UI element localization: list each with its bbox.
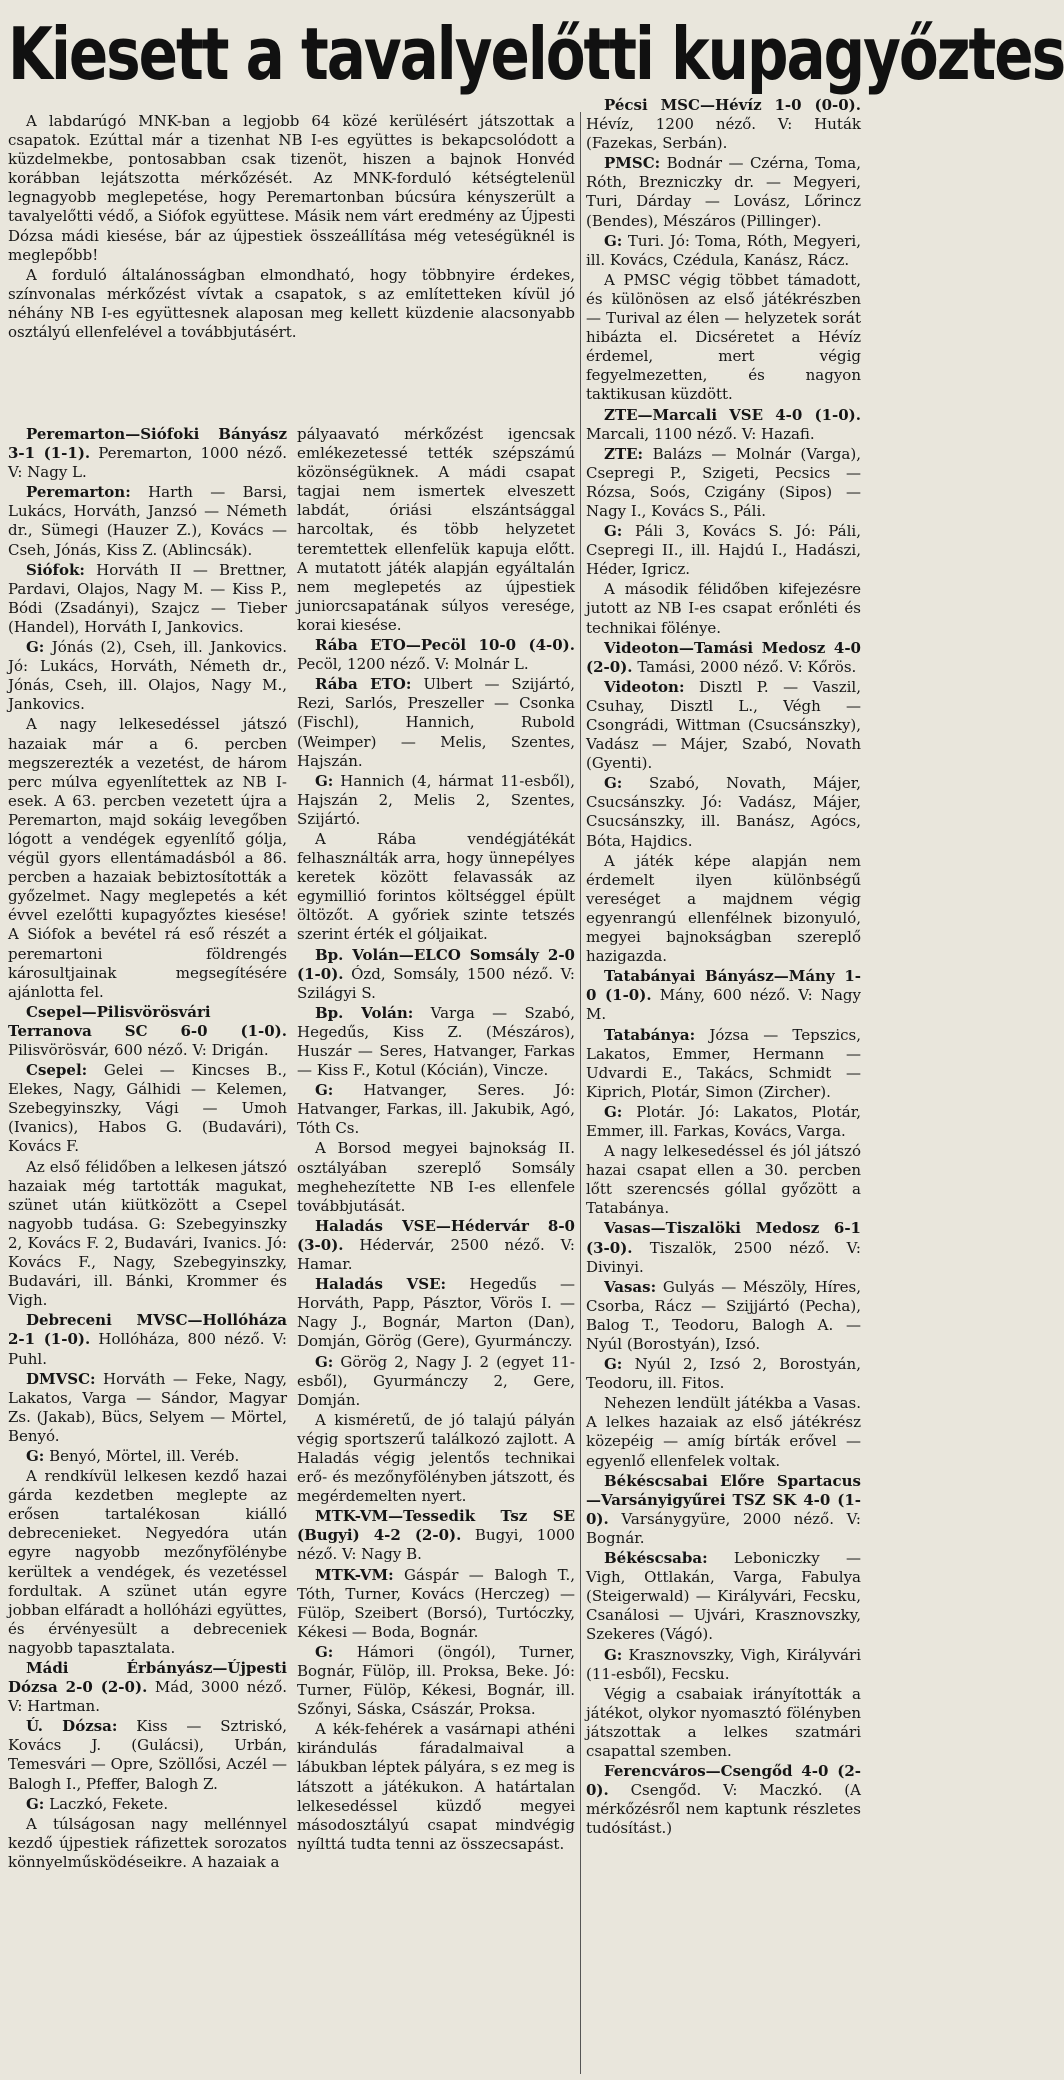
entry-text: Hollóháza, 800 néző. V: Puhl. [8,1330,287,1368]
entry-text: Ulbert — Szijártó, Rezi, Sarlós, Preszeller — Csonka (Fischl), Hannich, Rubold (Weimper) — Melis, Szentes, Hajszán. [297,675,575,770]
entry-text: Páli 3, Kovács S. Jó: Páli, Csepregi II., ill. Hajdú I., Hadászi, Héder, Igricz. [586,522,861,579]
entry-text: Mány, 600 néző. V: Nagy M. [586,986,861,1024]
match-entry [8,483,287,559]
entry-text: Csengőd. V: Maczkó. (A mérkőzésről nem kaptunk részletes tudósítást.) [586,1781,861,1838]
match-entry [8,1003,287,1060]
entry-heading: Rába ETO: [315,675,412,694]
entry-heading: Bp. Volán—ELCO Somsály 2-0 (1-0). [297,945,575,983]
entry-text: Varga — Szabó, Hegedűs, Kiss Z. (Mészáros), Huszár — Seres, Hatvanger, Farkas — Kiss F., Kotul (Kócián), Vincze. [297,1003,575,1080]
entry-text: Benyó, Mörtel, ill. Veréb. [49,1446,240,1465]
left-column [8,425,287,2074]
entry-heading: ZTE: [604,444,644,463]
entry-heading: Mádi Érbányász—Újpesti Dózsa 2-0 (2-0). [8,1659,287,1697]
match-entry [297,636,575,674]
column-divider [580,112,581,2074]
match-entry [8,1795,287,1814]
entry-text: Hédervár, 2500 néző. V: Hamar. [297,1235,575,1274]
match-entry [586,1103,861,1141]
entry-heading: G: [604,231,623,250]
entry-heading: Peremarton—Siófoki Bányász 3-1 (1-1). [8,425,287,463]
entry-text: Józsa — Tepszics, Lakatos, Emmer, Hermann — Udvardi E., Takács, Schmidt — Kiprich, Plotár, Simon (Zircher). [586,1025,861,1101]
entry-text: Horváth — Feke, Nagy, Lakatos, Varga — Sándor, Magyar Zs. (Jakab), Bücs, Selyem — Mörtel, Benyó. [8,1369,287,1445]
entry-text: Hatvanger, Seres. Jó: Hatvanger, Farkas, ill. Jakubik, Agó, Tóth Cs. [297,1081,575,1138]
match-entry [297,1566,575,1642]
match-entry [8,1659,287,1716]
entry-text: Leboniczky — Vigh, Ottlakán, Varga, Fabulya (Steigerwald) — Királyvári, Fecsku, Csanálosi — Ujvári, Krasznovszky, Szekeres (Vágó). [586,1549,861,1644]
report-paragraph: A játék képe alapján nem érdemelt ilyen különbségű vereséget a majdnem végig egyenrangú ellenfélnek bizonyuló, megyei bajnokságban szereplő hazigazda. [586,851,861,966]
match-entry [297,946,575,1003]
entry-heading: Ú. Dózsa: [26,1717,118,1736]
entry-text: Gáspár — Balogh T., Tóth, Turner, Kovács (Herczeg) — Fülöp, Szeibert (Borsó), Turtóczky, Kékesi — Boda, Bognár. [297,1565,575,1641]
entry-text: Harth — Barsi, Lukács, Horváth, Janzsó — Németh dr., Sümegi (Hauzer Z.), Kovács — Cseh, Jónás, Kiss Z. (Ablincsák). [8,483,287,559]
match-entry [297,772,575,829]
match-entry [586,522,861,579]
match-entry [8,1311,287,1368]
entry-heading: G: [604,1355,623,1374]
entry-heading: Rába ETO—Pecöl 10-0 (4-0). [315,636,575,655]
entry-heading: Pécsi MSC—Hévíz 1-0 (0-0). [604,96,861,114]
entry-text: Gulyás — Mészöly, Híres, Csorba, Rácz — Szijjártó (Pecha), Balog T., Teodoru, Balogh A. — Nyúl (Borostyán), Izsó. [586,1277,861,1353]
match-entry [586,1026,861,1102]
match-entry [586,1549,861,1644]
entry-text: Laczkó, Fekete. [49,1794,169,1813]
entry-heading: G: [26,1446,45,1465]
entry-text: Hévíz, 1200 néző. V: Huták (Fazekas, Serbán). [586,115,861,153]
entry-heading: G: [315,1081,334,1100]
entry-heading: Videoton—Tamási Medosz 4-0 (2-0). [586,638,861,676]
report-paragraph: A Rába vendégjátékát felhasználták arra, hogy ünnepélyes keretek között felavassák az egymillió forintos költséggel épült öltözőt. A győriek szinte tetszés szerint érték el góljaikat. [297,829,575,944]
entry-text: Marcali, 1100 néző. V: Hazafi. [586,424,815,443]
match-entry [586,154,861,230]
entry-heading: G: [315,771,334,790]
entry-heading: Debreceni MVSC—Hollóháza 2-1 (1-0). [8,1311,287,1349]
match-entry [586,96,861,153]
entry-heading: Peremarton: [26,483,131,502]
entry-text: Görög 2, Nagy J. 2 (egyet 11-esből), Gyurmánczy 2, Gere, Domján. [297,1352,576,1409]
match-entry [586,1219,861,1276]
match-entry [297,1643,575,1719]
report-paragraph: A túlságosan nagy mellénnyel kezdő újpestiek ráfizettek sorozatos könnyelműsködéseikre. A hazaiak a [8,1814,287,1871]
entry-heading: G: [315,1352,334,1371]
entry-heading: Tatabánya: [604,1025,696,1044]
entry-text: Jónás (2), Cseh, ill. Jankovics. Jó: Lukács, Horváth, Németh dr., Jónás, Cseh, ill. Olajos, Nagy M., Jankovics. [8,638,287,714]
report-paragraph: A nagy lelkesedéssel játszó hazaiak már a 6. percben megszerezték a vezetést, de három perc múlva egyenlítettek az NB I-esek. A 63. percben vezetett újra a Peremarton, majd sokáig levegőben lógott a vendégek egyenlítő gólja, végül gyors ellentámadásból a 86. percben a hazaiak bebiztosították a győzelmet. Nagy meglepetés a két évvel ezelőtti kupagyőztes kiesése! A Siófok a bevétel rá eső részét a peremartoni földrengés károsultjainak megsegítésére ajánlotta fel. [8,715,287,1001]
lead-paragraph: A forduló általánosságban elmondható, hogy többnyire érdekes, színvonalas mérkőzést vívtak a csapatok, s az említetteken kívül jó néhány NB I-es együttesnek alaposan meg kellett küzdenie alacsonyabb osztályú ellenfelével a továbbjutásért. [8,265,575,342]
match-entry [586,406,861,444]
entry-text: Plotár. Jó: Lakatos, Plotár, Emmer, ill. Farkas, Kovács, Varga. [586,1102,861,1140]
entry-heading: MTK-VM: [315,1565,394,1584]
match-entry [8,1061,287,1156]
report-paragraph: pályaavató mérkőzést igencsak emlékezetessé tették szépszámú közönségüknek. A mádi csapat tagjai nem ismertek elveszett labdát, óriási elszántsággal harcoltak, és több helyzetet teremtettek ellenfelük kapuja előtt. A mutatott játék alapján egyáltalán nem meglepetés az újpestiek juniorcsapatának súlyos veresége, korai kiesése. [297,425,575,634]
match-entry [297,1081,575,1138]
entry-text: Hámori (öngól), Turner, Bognár, Fülöp, ill. Proksa, Beke. Jó: Turner, Fülöp, Kékesi, Bognár, ill. Szőnyi, Sáska, Császár, Proksa. [297,1642,575,1719]
match-entry [586,639,861,677]
entry-text: Pecöl, 1200 néző. V: Molnár L. [297,655,529,674]
report-paragraph: A kék-fehérek a vasárnapi athéni kirándulás fáradalmaival a lábukban léptek pályára, s ez meg is látszott a játékukon. A határtalan lelkesedéssel küzdő megyei másodosztályú csapat mindvégig nyílttá tudta tenni az összecsapást. [297,1720,575,1853]
entry-text: Nyúl 2, Izsó 2, Borostyán, Teodoru, ill. Fitos. [586,1355,861,1393]
entry-text: Mád, 3000 néző. V: Hartman. [8,1678,287,1716]
report-paragraph: A PMSC végig többet támadott, és különösen az első játékrészben — Turival az élen — helyzetek sorát hibázta el. Dicséretet a Hévíz érdemel, mert végig fegyelmezetten, és nagyon taktikusan küzdött. [586,270,861,404]
entry-heading: Ferencváros—Csengőd 4-0 (2-0). [586,1762,861,1800]
match-entry [586,774,861,850]
entry-text: Disztl P. — Vaszil, Csuhay, Disztl L., Végh — Csongrádi, Wittman (Csucsánszky), Vadász — Májer, Szabó, Novath (Gyenti). [586,677,861,773]
entry-text: Horváth II — Brettner, Pardavi, Olajos, Nagy M. — Kiss P., Bódi (Zsadányi), Szajcz — Tieber (Handel), Horváth I, Jankovics. [8,560,287,636]
entry-heading: Siófok: [26,560,85,579]
entry-text: Tiszalök, 2500 néző. V: Divinyi. [586,1238,861,1276]
match-entry [297,1004,575,1080]
entry-text: Turi. Jó: Toma, Róth, Megyeri, ill. Kovács, Czédula, Kanász, Rácz. [586,231,861,269]
entry-text: Tamási, 2000 néző. V: Kőrös. [637,657,857,676]
entry-heading: Békéscsabai Előre Spartacus—Varsányigyűrei TSZ SK 4-0 (1-0). [586,1471,861,1528]
entry-heading: ZTE—Marcali VSE 4-0 (1-0). [604,405,861,424]
match-entry [297,1217,575,1274]
entry-heading: Tatabányai Bányász—Mány 1-0 (1-0). [586,967,861,1005]
match-entry [8,1447,287,1466]
report-paragraph: Végig a csabaiak irányították a játékot, olykor nyomasztó fölényben játszottak a lelkes szatmári csapattal szemben. [586,1684,861,1760]
match-entry [8,425,287,482]
headline: Kiesett a tavalyelőtti kupagyőztes [8,11,1064,97]
entry-text: Hannich (4, hármat 11-esből), Hajszán 2, Melis 2, Szentes, Szijártó. [297,771,575,828]
entry-text: Gelei — Kincses B., Elekes, Nagy, Gálhidi — Kelemen, Szebegyinszky, Vági — Umoh (Ivanics), Habos G. (Budavári), Kovács F. [8,1061,287,1156]
match-entry [586,1762,861,1838]
match-entry [586,1278,861,1354]
entry-heading: Haladás VSE—Hédervár 8-0 (3-0). [297,1216,575,1254]
entry-heading: G: [604,1645,623,1664]
report-paragraph: Nehezen lendült játékba a Vasas. A lelkes hazaiak az első játékrész közepéig — amíg bírták erővel — egyenlő ellenfelek voltak. [586,1394,861,1470]
entry-heading: G: [604,522,623,541]
entry-text: Kiss — Sztriskó, Kovács J. (Gulácsi), Urbán, Temesvári — Opre, Szöllősi, Aczél — Balogh I., Pfeffer, Balogh Z. [8,1717,287,1793]
report-paragraph: A nagy lelkesedéssel és jól játszó hazai csapat ellen a 30. percben lőtt szerencsés góllal győzött a Tatabánya. [586,1142,861,1218]
match-entry [8,561,287,637]
report-paragraph: A rendkívül lelkesen kezdő hazai gárda kezdetben meglepte az erősen tartalékosan kiálló debrecenieket. Negyedóra után egyre nagyobb mezőnyfölénybe kerültek a vendégek, és vezetéssel fordultak. A szünet után egyre jobban elfáradt a hollóházi együttes, és érvényesült a debreceniek nagyobb tapasztalata. [8,1467,287,1657]
entry-heading: G: [604,774,623,793]
entry-text: Hegedűs — Horváth, Papp, Pásztor, Vörös I. — Nagy J., Bognár, Marton (Dan), Domján, Görög (Gere), Gyurmánczy. [297,1275,575,1351]
entry-heading: Bp. Volán: [315,1003,414,1022]
middle-column [297,425,575,2074]
entry-heading: Videoton: [604,677,685,696]
report-paragraph: Az első félidőben a lelkesen játszó hazaiak még tartották magukat, szünet után kiütközött a Csepel nagyobb tudása. G: Szebegyinszky 2, Kovács F. 2, Budavári, Ivanics. Jó: Kovács F., Nagy, Szebegyinszky, Budavári, ill. Bánki, Krommer és Vigh. [8,1157,287,1310]
lead-column [8,112,575,425]
entry-heading: MTK-VM—Tessedik Tsz SE (Bugyi) 4-2 (2-0). [297,1507,575,1545]
match-entry [586,1646,861,1684]
entry-heading: Haladás VSE: [315,1275,447,1294]
match-entry [297,1275,575,1351]
entry-text: Peremarton, 1000 néző. V: Nagy L. [8,444,287,482]
entry-text: Szabó, Novath, Májer, Csucsánszky. Jó: Vadász, Májer, Csucsánszky, ill. Banász, Agócs, Bóta, Hajdics. [586,774,861,850]
entry-heading: G: [604,1102,623,1121]
report-paragraph: A Borsod megyei bajnokság II. osztályában szereplő Somsály meghehezítette NB I-es ellenfele továbbjutását. [297,1139,575,1215]
entry-text: Bugyi, 1000 néző. V: Nagy B. [297,1526,575,1564]
match-entry [586,232,861,270]
match-entry [586,445,861,521]
entry-text: Ózd, Somsály, 1500 néző. V: Szilágyi S. [297,964,575,1002]
entry-heading: PMSC: [604,154,661,173]
entry-heading: G: [315,1642,334,1661]
report-paragraph: A kisméretű, de jó talajú pályán végig sportszerű találkozó zajlott. A Haladás végig jelentős technikai erő- és mezőnyfölényben játszott, és megérdemelten nyert. [297,1410,575,1506]
entry-heading: Vasas: [604,1277,657,1296]
entry-heading: G: [26,1794,45,1813]
match-entry [8,638,287,714]
match-entry [8,1717,287,1793]
match-entry [586,1472,861,1548]
entry-text: Krasznovszky, Vigh, Királyvári (11-esből), Fecsku. [586,1645,861,1683]
match-entry [586,678,861,773]
entry-text: Bodnár — Czérna, Toma, Róth, Brezniczky dr. — Megyeri, Turi, Dárday — Lovász, Lőrincz (Bendes), Mészáros (Pillinger). [586,154,861,230]
entry-heading: Vasas—Tiszalöki Medosz 6-1 (3-0). [586,1219,861,1257]
entry-heading: Békéscsaba: [604,1549,708,1568]
lead-paragraph: A labdarúgó MNK-ban a legjobb 64 közé kerülésért játszottak a csapatok. Ezúttal már a tizenhat NB I-es együttes is bekapcsolódott a küzdelmekbe, pontosabban csak tizenöt, hiszen a bajnok Honvéd korábban lejátszotta mérkőzését. Az MNK-forduló kétségtelenül legnagyobb meglepetése, hogy Peremartonban búcsúra kényszerült a tavalyelőtti védő, a Siófok együttese. Másik nem várt eredmény az Újpesti Dózsa mádi kiesése, bár az újpestiek összeállítása még veteségüknél is meglepőbb! [8,112,575,264]
match-entry [586,1355,861,1393]
entry-heading: Csepel: [26,1061,88,1080]
entry-heading: DMVSC: [26,1369,96,1388]
entry-text: Pilisvörösvár, 600 néző. V: Drigán. [8,1041,269,1059]
entry-text: Varsánygyüre, 2000 néző. V: Bognár. [586,1509,861,1547]
entry-text: Balázs — Molnár (Varga), Csepregi P., Szigeti, Pecsics — Rózsa, Soós, Czigány (Sipos) — Nagy I., Kovács S., Páli. [586,444,861,520]
report-paragraph: A második félidőben kifejezésre jutott az NB I-es csapat erőnléti és technikai fölénye. [586,580,861,637]
right-column [586,96,861,2074]
match-entry [586,967,861,1024]
entry-heading: Csepel—Pilisvörösvári Terranova SC 6-0 (1-0). [8,1002,287,1040]
entry-heading: G: [26,638,45,657]
match-entry [297,1353,575,1410]
match-entry [297,675,575,770]
match-entry [297,1507,575,1564]
match-entry [8,1370,287,1446]
